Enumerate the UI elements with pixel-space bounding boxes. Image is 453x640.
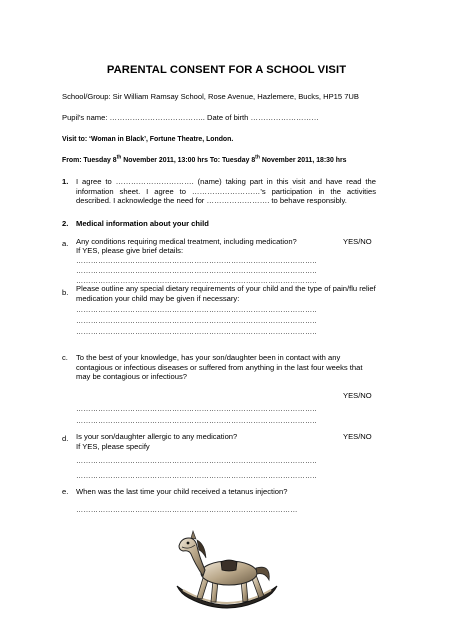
section-1-number: 1. <box>62 177 69 186</box>
item-d-question: Is your son/daughter allergic to any medication? <box>76 432 238 441</box>
answer-line[interactable]: …………………………………………………………………………………….. <box>76 416 317 425</box>
item-c-question: To the best of your knowledge, has your son/daughter been in contact with any contagious or infectious diseases or suffered from anything in the last four weeks that may be contagious or infectious? <box>76 353 363 382</box>
answer-line[interactable]: …………………………………………………………………………………….. <box>76 471 317 480</box>
item-e-question: When was the last time your child received a tetanus injection? <box>76 487 288 496</box>
item-d-yes-no: YES/NO <box>343 432 372 441</box>
item-a-letter: a. <box>62 239 69 248</box>
rocking-horse-logo-icon <box>173 528 281 614</box>
item-e-letter: e. <box>62 487 69 496</box>
visit-dates <box>62 156 346 166</box>
to-superscript: th <box>255 154 260 161</box>
pupil-line: Pupil’s name: ……………………………….. Date of birth ……………………… <box>62 113 319 122</box>
school-line: School/Group: Sir William Ramsay School, Rose Avenue, Hazlemere, Bucks, HP15 7UB <box>62 92 359 101</box>
answer-line[interactable]: …………………………………………………………………………………….. <box>76 276 317 285</box>
answer-line[interactable]: …………………………………………………………………………………….. <box>76 256 317 265</box>
from-prefix: From: Tuesday 8 <box>62 157 117 164</box>
answer-line[interactable]: …………………………………………………………………………………….. <box>76 456 317 465</box>
visit-line: Visit to: ‘Woman in Black’, Fortune Theatre, London. <box>62 136 234 143</box>
item-a-question: Any conditions requiring medical treatment, including medication? <box>76 237 297 246</box>
section-2-heading: Medical information about your child <box>76 219 209 228</box>
from-superscript: th <box>116 154 122 161</box>
item-c-yes-no: YES/NO <box>343 391 372 400</box>
section-2-number: 2. <box>62 219 69 228</box>
answer-line[interactable]: …………………………………………………………………………………….. <box>76 266 317 275</box>
section-1-text: I agree to …………………………. (name) taking part in this visit and have read the information sheet. I agree to ………………………’s participation in the activities described. I acknowledge the need for ……………………. to behave responsibly. <box>76 177 376 206</box>
item-c-letter: c. <box>62 353 68 362</box>
answer-line[interactable]: ……………………………………………………………………………… <box>76 505 298 514</box>
item-d-subtext: If YES, please specify <box>76 442 150 451</box>
item-b-question: Please outline any special dietary requirements of your child and the type of pain/flu relief medication your child may be given if necessary: <box>76 284 376 303</box>
page-title: PARENTAL CONSENT FOR A SCHOOL VISIT <box>106 64 347 76</box>
item-a-subtext: If YES, please give brief details: <box>76 246 184 255</box>
from-rest: November 2011, 13:00 hrs To: Tuesday 8 <box>121 157 256 164</box>
item-a-yes-no: YES/NO <box>343 237 372 246</box>
answer-line[interactable]: …………………………………………………………………………………….. <box>76 316 317 325</box>
item-d-letter: d. <box>62 434 69 443</box>
answer-line[interactable]: …………………………………………………………………………………….. <box>76 327 317 336</box>
item-b-letter: b. <box>62 288 69 297</box>
to-rest: November 2011, 18:30 hrs <box>259 157 347 164</box>
answer-line[interactable]: …………………………………………………………………………………….. <box>76 305 317 314</box>
answer-line[interactable]: …………………………………………………………………………………….. <box>76 404 317 413</box>
